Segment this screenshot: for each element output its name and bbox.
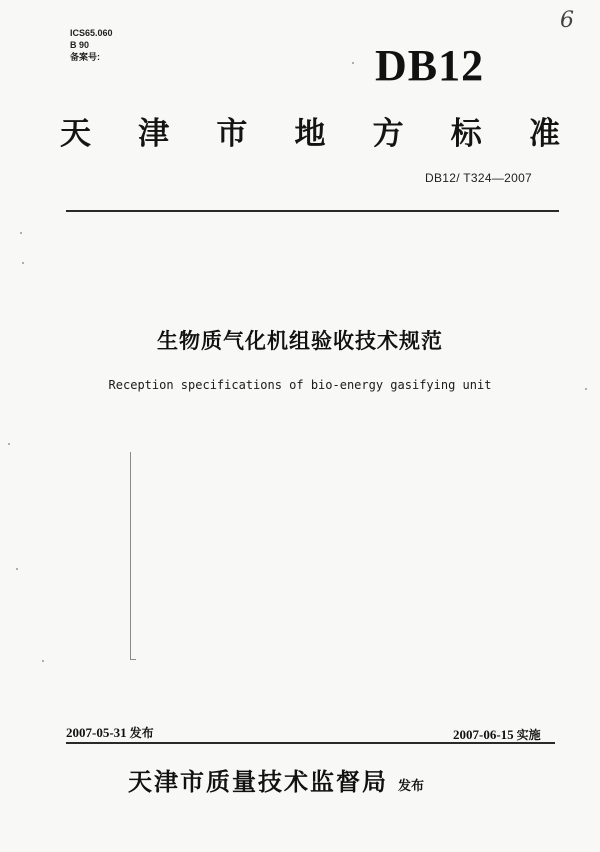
scan-speck — [585, 388, 587, 390]
standard-code: DB12 — [375, 41, 485, 90]
scan-speck — [352, 62, 354, 64]
record-number-label: 备案号: — [70, 52, 100, 62]
scan-speck — [20, 232, 22, 234]
effective-date: 2007-06-15 — [453, 727, 514, 742]
standard-type-char: 准 — [528, 116, 560, 152]
effective-date-block — [453, 726, 541, 743]
scan-artifact-line — [130, 452, 131, 660]
issuer-action: 发布 — [398, 779, 425, 794]
issue-date: 2007-05-31 — [66, 725, 127, 740]
standard-type-char: 市 — [216, 116, 248, 152]
scan-speck — [42, 660, 44, 662]
scan-speck — [16, 568, 18, 570]
effective-label: 实施 — [516, 728, 541, 742]
category-code: B 90 — [70, 40, 90, 50]
scan-speck — [22, 262, 24, 264]
standard-number: DB12/ T324—2007 — [425, 171, 533, 185]
scan-speck — [8, 443, 10, 445]
handwritten-page-mark: 6 — [560, 8, 574, 33]
issuer-name: 天津市质量技术监督局 — [128, 768, 388, 796]
document-title-chinese: 生物质气化机组验收技术规范 — [157, 329, 443, 353]
issue-date-block — [66, 724, 154, 741]
scan-artifact-line — [130, 659, 136, 660]
standard-type-char: 方 — [372, 116, 404, 152]
issuing-authority — [128, 762, 424, 797]
standard-type-char: 地 — [294, 116, 326, 152]
top-divider — [66, 210, 559, 212]
ics-code: ICS65.060 — [70, 28, 113, 38]
standard-type-char: 天 — [60, 116, 91, 152]
document-title-english: Reception specifications of bio-energy gasifying unit — [108, 378, 492, 392]
standard-type-char: 津 — [138, 116, 170, 152]
bottom-divider — [66, 742, 555, 744]
classification-block — [70, 27, 113, 63]
standard-type-heading — [60, 108, 560, 153]
standard-type-char: 标 — [450, 116, 482, 152]
issue-label: 发布 — [129, 726, 154, 740]
